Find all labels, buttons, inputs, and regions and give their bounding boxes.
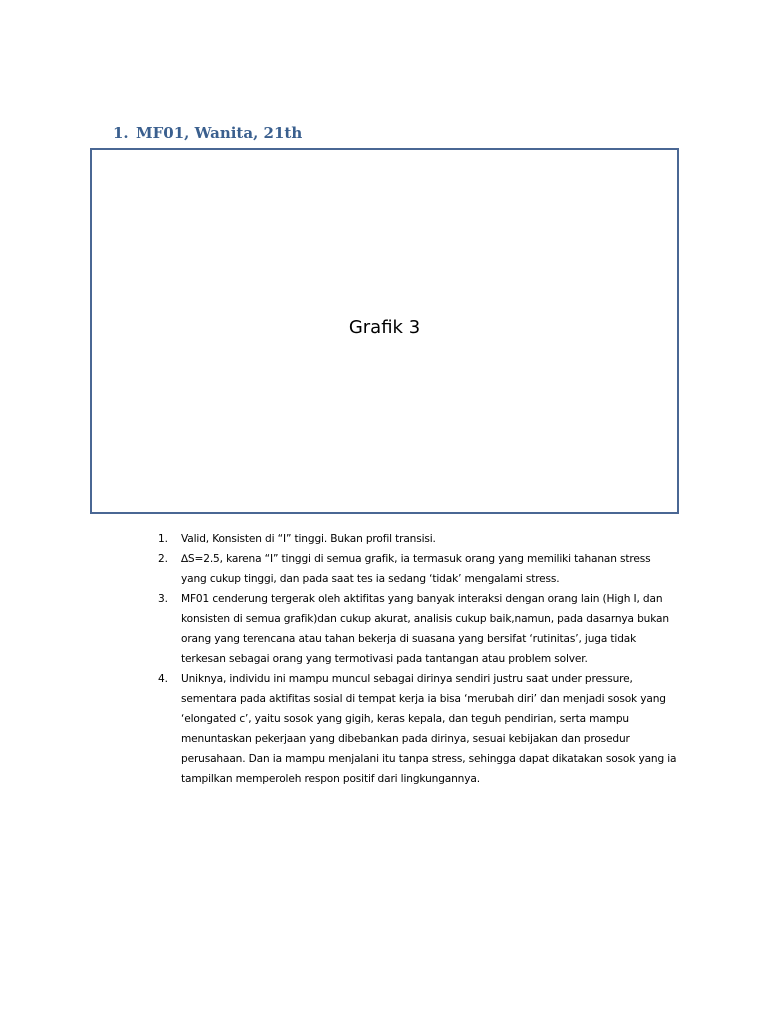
note-number: 3. xyxy=(158,593,168,605)
note-item xyxy=(158,669,678,789)
note-text: ∆S=2.5, karena “I” tinggi di semua grafik, ia termasuk orang yang memiliki tahanan stress yang cukup tinggi, dan pada saat tes ia sedang ‘tidak’ mengalami stress. xyxy=(181,553,651,585)
note-item xyxy=(158,529,678,549)
note-number: 2. xyxy=(158,553,168,565)
note-item xyxy=(158,589,678,669)
note-number: 4. xyxy=(158,673,168,685)
section-title: MF01, Wanita, 21th xyxy=(136,124,303,142)
section-heading xyxy=(113,124,302,142)
figure-label: Grafik 3 xyxy=(348,316,421,338)
note-text: Valid, Konsisten di “I” tinggi. Bukan profil transisi. xyxy=(181,533,436,545)
section-number: 1. xyxy=(113,124,129,142)
note-text: Uniknya, individu ini mampu muncul sebagai dirinya sendiri justru saat under pressure, sementara pada aktifitas sosial di tempat kerja ia bisa ‘merubah diri’ dan menjadi sosok yang ‘elongated c’, yaitu sosok yang gigih, keras kepala, dan teguh pendirian, serta mampu menuntaskan pekerjaan yang dibebankan pada dirinya, sesuai kebijakan dan prosedur perusahaan. Dan ia mampu menjalani itu tanpa stress, sehingga dapat dikatakan sosok yang ia tampilkan memperoleh respon positif dari lingkungannya. xyxy=(181,673,677,785)
note-item xyxy=(158,549,678,589)
figure-placeholder xyxy=(90,148,679,514)
note-number: 1. xyxy=(158,533,168,545)
note-text: MF01 cenderung tergerak oleh aktifitas yang banyak interaksi dengan orang lain (High I, dan konsisten di semua grafik)dan cukup akurat, analisis cukup baik,namun, pada dasarnya bukan orang yang terencana atau tahan bekerja di suasana yang bersifat ‘rutinitas’, juga tidak terkesan sebagai orang yang termotivasi pada tantangan atau problem solver. xyxy=(181,593,669,665)
notes-list xyxy=(158,529,678,789)
